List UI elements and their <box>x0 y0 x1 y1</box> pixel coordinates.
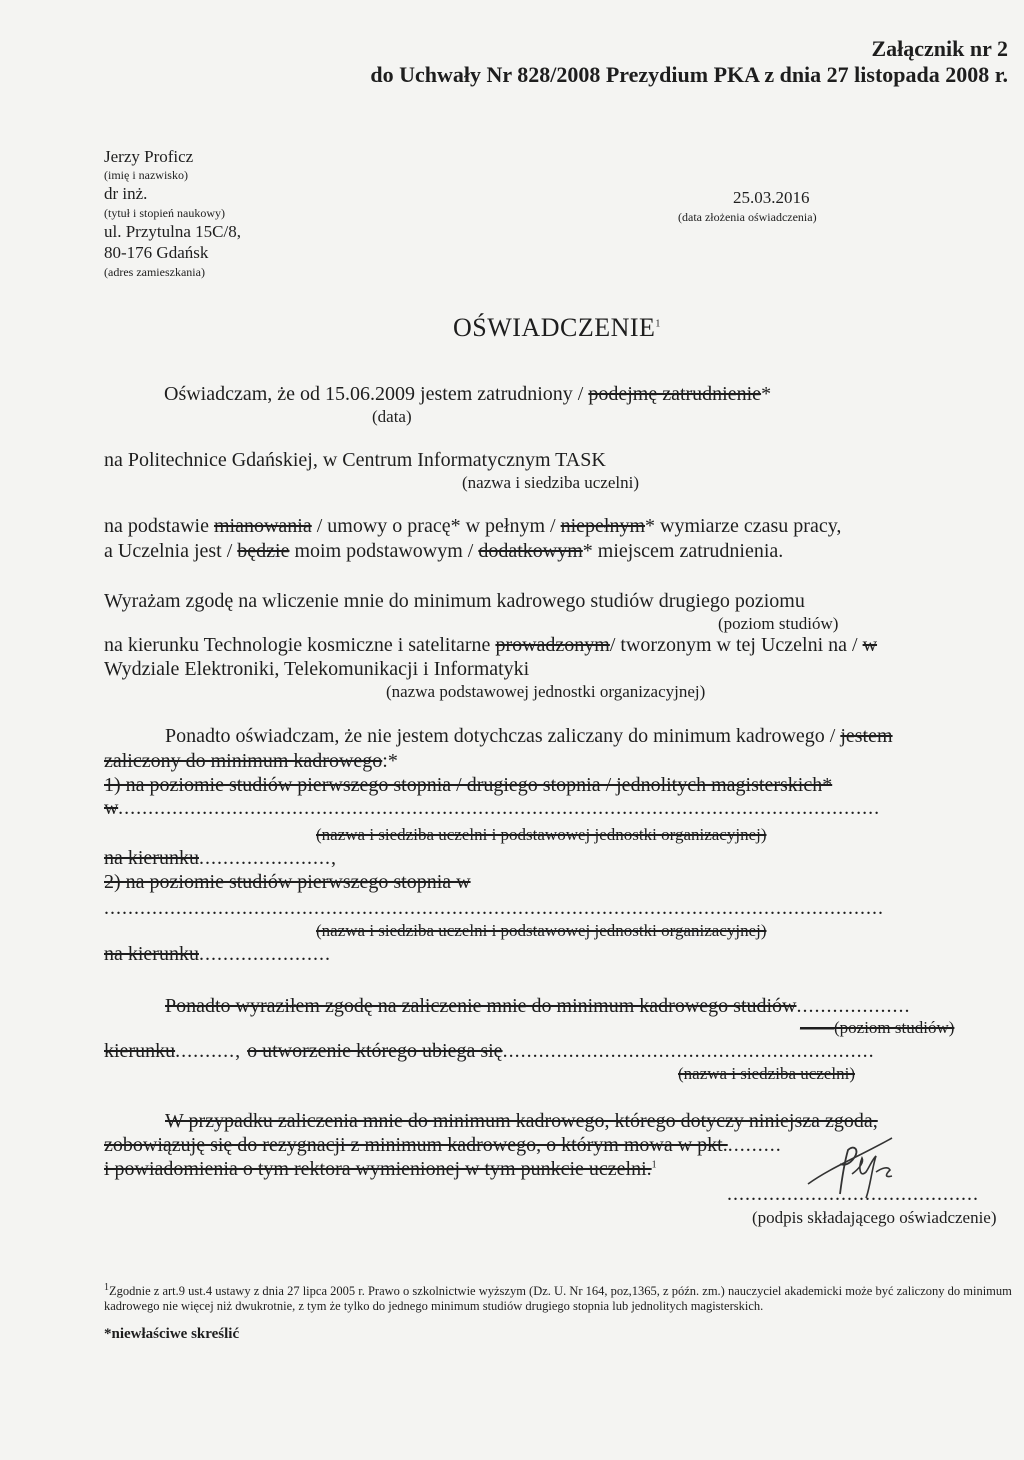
annex-number: Załącznik nr 2 <box>871 36 1008 61</box>
second-option-university-field: .................................................................................................................................. <box>104 897 884 919</box>
address-line-1: ul. Przytulna 15C/8, <box>104 222 241 241</box>
consent-line-1: Wyrażam zgodę na wliczenie mnie do minimum kadrowego studiów drugiego poziomu <box>104 590 805 612</box>
footnote: $^1$Zgodnie z art.9 ust.4 ustawy z dnia 27 lipca 2005 r. Prawo o szkolnictwie wyższym (Dz. U. Nr 164, poz,1365, z późn. zm.) nauczyciel akademicki może być zaliczony do minimum kadrowego nie więcej niż dwukrotnie, z tym że tylko do jednego minimum studiów drugiego stopnia lub jednolitych magisterskich. <box>104 1282 1012 1314</box>
signature-caption: (podpis składającego oświadczenie) <box>752 1208 997 1227</box>
address-caption: (adres zamieszkania) <box>104 265 205 279</box>
previous-consent-university-caption: (nazwa i siedziba uczelni) <box>678 1064 855 1083</box>
second-option-line: 2) na poziomie studiów pierwszego stopnia w <box>104 871 471 893</box>
consent-line-2: na kierunku Technologie kosmiczne i satelitarne prowadzonym/ tworzonym w tej Uczelni na / w <box>104 634 878 656</box>
person-name-caption: (imię i nazwisko) <box>104 168 188 182</box>
first-degree-university-caption: (nazwa i siedziba uczelni i podstawowej jednostki organizacyjnej) <box>316 825 767 844</box>
previous-consent-line: Ponadto wyraziłem zgodę na zaliczenie mnie do minimum kadrowego studiów................... <box>165 995 911 1017</box>
study-level-caption: (poziom studiów) <box>718 614 839 633</box>
person-name: Jerzy Proficz <box>104 147 194 166</box>
university-name: na Politechnice Gdańskiej, w Centrum Informatycznym TASK <box>104 449 606 471</box>
first-degree-field-of-study: na kierunku......................, <box>104 847 337 869</box>
resignation-line-1: W przypadku zaliczenia mnie do minimum kadrowego, którego dotyczy niniejsza zgoda, <box>165 1110 878 1132</box>
second-option-field-of-study: na kierunku...................... <box>104 943 331 965</box>
employment-date: 15.06.2009 <box>325 383 416 405</box>
faculty-name: Wydziale Elektroniki, Telekomunikacji i Informatyki <box>104 658 530 680</box>
person-title: dr inż. <box>104 184 148 203</box>
resignation-line-3: i powiadomienia o tym rektora wymienionej w tym punkcie uczelni.$^1$ <box>104 1158 657 1180</box>
person-title-caption: (tytuł i stopień naukowy) <box>104 206 225 220</box>
minimum-staff-line-2: zaliczony do minimum kadrowego:* <box>104 750 398 772</box>
second-option-university-caption: (nazwa i siedziba uczelni i podstawowej jednostki organizacyjnej) <box>316 921 767 940</box>
minimum-staff-line-1: Ponadto oświadczam, że nie jestem dotychczas zaliczany do minimum kadrowego / jestem <box>165 725 893 747</box>
first-degree-option: 1) na poziomie studiów pierwszego stopnia / drugiego stopnia / jednolitych magisterskich* <box>104 774 833 796</box>
primary-employer-line: a Uczelnia jest / będzie moim podstawowym / dodatkowym* miejscem zatrudnienia. <box>104 540 784 562</box>
contract-basis-line: na podstawie mianowania / umowy o pracę* w pełnym / niepełnym* wymiarze czasu pracy, <box>104 515 842 537</box>
document-title: OŚWIADCZENIE$^1$ <box>453 313 661 342</box>
submission-date: 25.03.2016 <box>733 188 810 207</box>
university-caption: (nazwa i siedziba uczelni) <box>462 473 639 492</box>
employment-statement: Oświadczam, że od 15.06.2009 jestem zatrudniony / podejmę zatrudnienie* <box>164 383 772 405</box>
address-line-2: 80-176 Gdańsk <box>104 243 209 262</box>
employment-date-caption: (data) <box>372 407 412 426</box>
faculty-caption: (nazwa podstawowej jednostki organizacyjnej) <box>386 682 706 701</box>
signature-line: .......................................... <box>727 1183 979 1205</box>
submission-date-caption: (data złożenia oświadczenia) <box>678 210 817 224</box>
resignation-line-2: zobowiązuję się do rezygnacji z minimum kadrowego, o którym mowa w pkt.......... <box>104 1134 782 1156</box>
first-degree-university-field: w............................................................................................................................... <box>104 797 881 819</box>
strikethrough-note: *niewłaściwe skreślić <box>104 1326 240 1342</box>
previous-consent-level-caption: ——(poziom studiów) <box>800 1018 955 1037</box>
previous-consent-field-line: kierunku.........., o utworzenie którego ubiega się.............................................................. <box>104 1040 875 1062</box>
resolution-reference: do Uchwały Nr 828/2008 Prezydium PKA z dnia 27 listopada 2008 r. <box>370 62 1008 87</box>
